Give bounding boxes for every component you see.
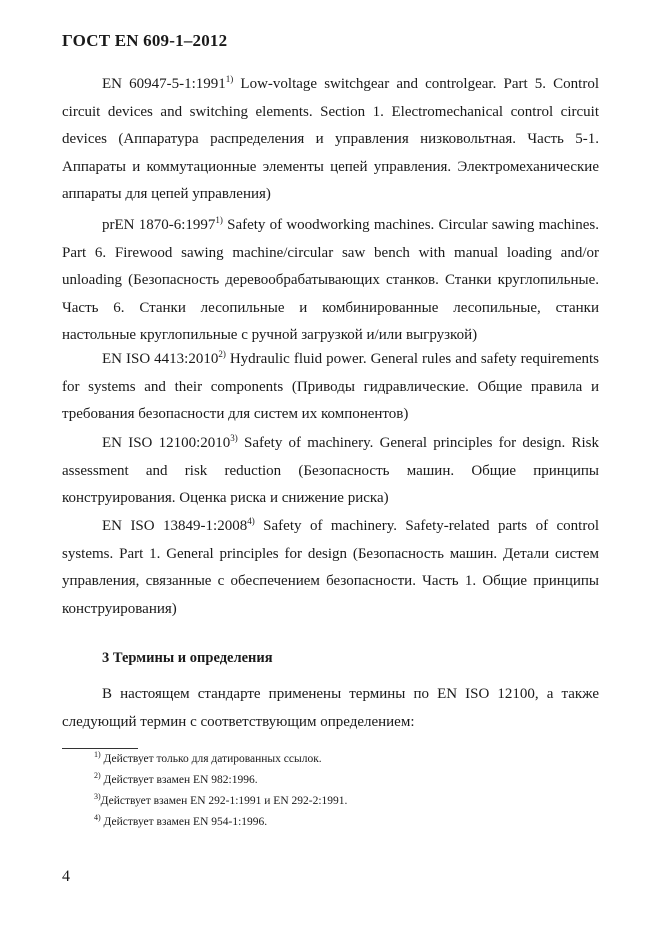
footnote-text: Действует взамен EN 954-1:1996. [100,816,268,828]
reference-text: Low-voltage switchgear and controlgear. Part 5. Control circuit devices and switching elements. Section 1. Electromechanical control circuit devices (Аппаратура распределения и управления низковольтная. Часть 5-1. Аппараты и коммутационные элементы цепей управления. Электромеханические аппараты для цепей управления) [62,76,599,202]
page-number: 4 [62,868,70,885]
reference-code: EN ISO 13849-1:2008 [102,518,248,534]
reference-text: Safety of machinery. General principles for design. Risk assessment and risk reduction (Безопасность машин. Общие принципы конструирования. Оценка риска и снижение риска) [62,435,599,506]
footnote-separator [62,748,138,749]
section-intro: В настоящем стандарте применены термины по EN ISO 12100, а также следующий термин с соответствующим определением: [62,686,599,730]
footnote-2 [94,773,258,787]
reference-en-iso-12100 [62,430,599,513]
footnote-text: Действует взамен EN 292-1:1991 и EN 292-2:1991. [100,795,348,807]
reference-code: EN ISO 12100:2010 [102,435,231,451]
reference-code: EN ISO 4413:2010 [102,351,219,367]
reference-text: Safety of woodworking machines. Circular sawing machines. Part 6. Firewood sawing machine/circular saw bench with manual loading and/or unloading (Безопасность деревообрабатывающих станков. Станки круглопильные. Часть 6. Станки лесопильные и комбинированные лесопильные, станки настольные круглопильные с ручной загрузкой и/или выгрузкой) [62,217,599,343]
footnote-3 [94,794,347,808]
reference-text: Hydraulic fluid power. General rules and safety requirements for systems and their components (Приводы гидравлические. Общие правила и требования безопасности для систем их компонентов) [62,351,599,422]
reference-en-iso-4413 [62,346,599,429]
reference-en-iso-13849 [62,513,599,623]
footnote-text: Действует только для датированных ссылок. [100,753,322,765]
footnote-1 [94,752,322,766]
reference-code: EN 60947-5-1:1991 [102,76,226,92]
footnote-mark: 3) [94,792,101,801]
footnote-mark: 1) [225,74,234,84]
footnote-mark: 1) [215,215,223,225]
document-header: ГОСТ EN 609-1–2012 [62,31,228,50]
footnote-mark: 3) [230,433,238,443]
reference-pren-1870 [62,212,599,350]
footnote-4 [94,815,267,829]
reference-text: Safety of machinery. Safety-related parts of control systems. Part 1. General principles for design (Безопасность машин. Детали систем управления, связанные с обеспечением безопасности. Часть 1. Общие принципы конструирования) [62,518,600,617]
footnote-mark: 4) [94,813,101,822]
section-title: 3 Термины и определения [102,650,273,666]
footnote-mark: 1) [94,750,101,759]
footnote-mark: 4) [247,516,255,526]
reference-code: prEN 1870-6:1997 [102,217,216,233]
footnote-mark: 2) [218,349,226,359]
footnote-text: Действует взамен EN 982:1996. [100,774,258,786]
footnote-mark: 2) [94,771,101,780]
reference-en-60947 [62,71,599,209]
